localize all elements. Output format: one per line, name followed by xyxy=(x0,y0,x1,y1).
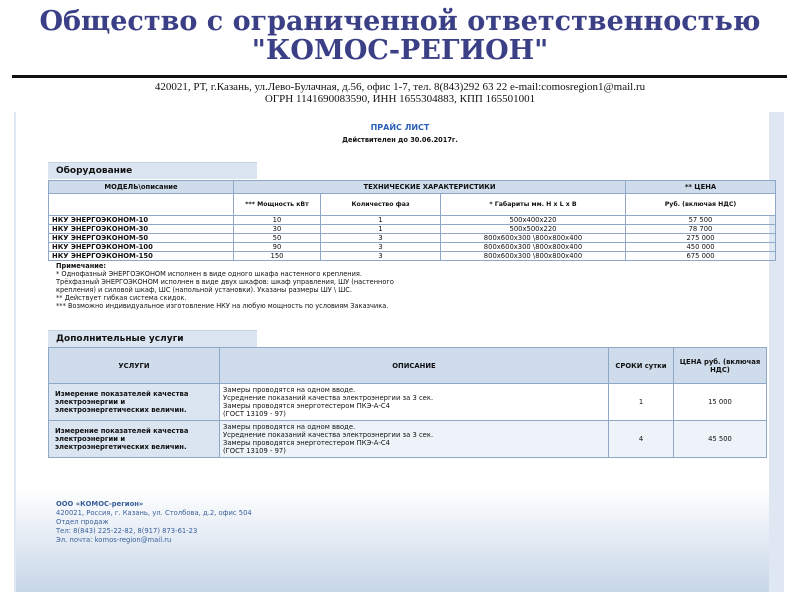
col-price-vat: Руб. (включая НДС) xyxy=(626,194,776,216)
phases: 1 xyxy=(321,225,441,234)
col-power: *** Мощность кВт xyxy=(234,194,321,216)
equipment-section-title: Оборудование xyxy=(48,162,257,179)
price: 57 500 xyxy=(626,216,776,225)
notes-title: Примечание: xyxy=(56,262,106,270)
col-description: ОПИСАНИЕ xyxy=(220,348,609,384)
table-row xyxy=(49,421,767,458)
model-name: НКУ ЭНЕРГОЭКОНОМ-30 xyxy=(49,225,234,234)
power: 10 xyxy=(234,216,321,225)
service-term: 4 xyxy=(609,421,674,458)
address-line-1: 420021, РТ, г.Казань, ул.Лево-Булачная, д.56, офис 1-7, тел. 8(843)292 63 22 e-mail:comosregion1@mail.ru xyxy=(154,81,646,93)
desc-line: Замеры проводятся на одном вводе. xyxy=(223,386,356,394)
services-table xyxy=(48,347,767,458)
company-title-line2: "КОМОС-РЕГИОН" xyxy=(251,35,549,66)
note-line: крепления) и силовой шкаф, ШС (напольной установки). Указаны размеры ШУ \ ШС. xyxy=(56,286,352,294)
footer-company: ООО «КОМОС-регион» xyxy=(56,500,144,508)
dimensions: 500х400х220 xyxy=(441,216,626,225)
model-name: НКУ ЭНЕРГОЭКОНОМ-100 xyxy=(49,243,234,252)
company-title-line1: Общество с ограниченной ответственностью xyxy=(39,6,761,37)
desc-line: Замеры проводятся на одном вводе. xyxy=(223,423,356,431)
dimensions: 800х600х300 \800х800х400 xyxy=(441,234,626,243)
col-phases: Количество фаз xyxy=(321,194,441,216)
footer-address: 420021, Россия, г. Казань, ул. Столбова, д.2, офис 504 xyxy=(56,509,252,517)
price: 275 000 xyxy=(626,234,776,243)
table-row xyxy=(49,243,776,252)
table-row xyxy=(49,384,767,421)
desc-line: (ГОСТ 13109 - 97) xyxy=(223,447,286,455)
price-list-validity: Действителен до 30.06.2017г. xyxy=(342,136,458,144)
phases: 3 xyxy=(321,243,441,252)
table-row xyxy=(49,234,776,243)
model-name: НКУ ЭНЕРГОЭКОНОМ-50 xyxy=(49,234,234,243)
price: 450 000 xyxy=(626,243,776,252)
service-description xyxy=(220,384,609,421)
desc-line: Усреднение показаний качества электроэнергии за 3 сек. xyxy=(223,394,434,402)
col-dims: * Габариты мм. Н х L х В xyxy=(441,194,626,216)
power: 30 xyxy=(234,225,321,234)
col-service-price: ЦЕНА руб. (включая НДС) xyxy=(674,348,767,384)
col-term: СРОКИ сутки xyxy=(609,348,674,384)
address-line-2: ОГРН 1141690083590, ИНН 1655304883, КПП 165501001 xyxy=(264,93,536,105)
power: 50 xyxy=(234,234,321,243)
note-line: Трёхфазный ЭНЕРГОЭКОНОМ исполнен в виде двух шкафов: шкаф управления, ШУ (настенного xyxy=(56,278,394,286)
footer-email: Эл. почта: komos-region@mail.ru xyxy=(56,536,172,544)
price: 78 700 xyxy=(626,225,776,234)
desc-line: Усреднение показаний качества электроэнергии за 3 сек. xyxy=(223,431,434,439)
power: 150 xyxy=(234,252,321,261)
service-term: 1 xyxy=(609,384,674,421)
model-name: НКУ ЭНЕРГОЭКОНОМ-10 xyxy=(49,216,234,225)
table-row xyxy=(49,252,776,261)
col-price: ** ЦЕНА xyxy=(626,181,776,194)
services-section-title: Дополнительные услуги xyxy=(48,330,257,347)
note-line: ** Действует гибкая система скидок. xyxy=(56,294,187,302)
service-name: Измерение показателей качества электроэнергии и электроэнергетических величин. xyxy=(49,384,220,421)
footer-dept: Отдел продаж xyxy=(56,518,109,526)
service-description xyxy=(220,421,609,458)
col-model-blank xyxy=(49,194,234,216)
phases: 1 xyxy=(321,216,441,225)
price: 675 000 xyxy=(626,252,776,261)
dimensions: 800х600х300 \800х800х400 xyxy=(441,252,626,261)
note-line: *** Возможно индивидуальное изготовление НКУ на любую мощность по условиям Заказчика. xyxy=(56,302,389,310)
table-row xyxy=(49,216,776,225)
dimensions: 500х500х220 xyxy=(441,225,626,234)
power: 90 xyxy=(234,243,321,252)
note-line: * Однофазный ЭНЕРГОЭКОНОМ исполнен в виде одного шкафа настенного крепления. xyxy=(56,270,362,278)
desc-line: Замеры проводятся энерготестером ПКЭ-А-С4 xyxy=(223,402,390,410)
phases: 3 xyxy=(321,234,441,243)
desc-line: Замеры проводятся энерготестером ПКЭ-А-С4 xyxy=(223,439,390,447)
price-list-title: ПРАЙС ЛИСТ xyxy=(370,123,430,132)
col-tech: ТЕХНИЧЕСКИЕ ХАРАКТЕРИСТИКИ xyxy=(234,181,626,194)
phases: 3 xyxy=(321,252,441,261)
equipment-table xyxy=(48,180,776,261)
col-service: УСЛУГИ xyxy=(49,348,220,384)
footer-contacts xyxy=(56,500,252,545)
service-name: Измерение показателей качества электроэнергии и электроэнергетических величин. xyxy=(49,421,220,458)
col-model: МОДЕЛЬ\описание xyxy=(49,181,234,194)
header-divider xyxy=(12,75,787,78)
service-price: 45 500 xyxy=(674,421,767,458)
desc-line: (ГОСТ 13109 - 97) xyxy=(223,410,286,418)
table-row xyxy=(49,225,776,234)
dimensions: 800х600х300 \800х800х400 xyxy=(441,243,626,252)
model-name: НКУ ЭНЕРГОЭКОНОМ-150 xyxy=(49,252,234,261)
service-price: 15 000 xyxy=(674,384,767,421)
notes xyxy=(56,262,556,310)
footer-phone: Тел: 8(843) 225-22-82, 8(917) 873-61-23 xyxy=(56,527,198,535)
